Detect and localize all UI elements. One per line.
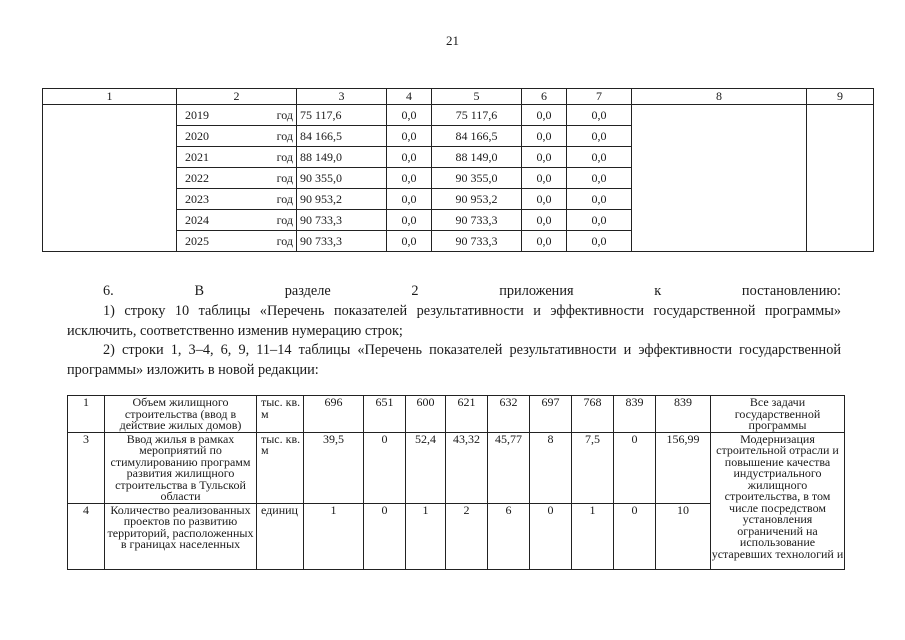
table-row	[43, 105, 874, 126]
empty-cell	[807, 210, 874, 231]
paragraph-line: 2) строки 1, 3–4, 6, 9, 11–14 таблицы «Перечень показателей результативности и эффективности государственной	[103, 342, 841, 358]
row-number: 3	[68, 432, 105, 503]
header-cell: 7	[567, 89, 632, 105]
value-cell: 90 733,3	[432, 231, 522, 252]
value-cell: 1	[572, 503, 614, 569]
empty-cell	[632, 210, 807, 231]
header-cell: 5	[432, 89, 522, 105]
value-cell: 0	[364, 503, 406, 569]
empty-cell	[807, 168, 874, 189]
row-number: 1	[68, 396, 105, 433]
header-cell: 6	[522, 89, 567, 105]
empty-cell	[807, 147, 874, 168]
value-cell: 43,32	[446, 432, 488, 503]
value-cell: 0	[614, 432, 656, 503]
empty-cell	[632, 147, 807, 168]
value-cell: 90 733,3	[432, 210, 522, 231]
header-cell: 2	[177, 89, 297, 105]
value-cell: 0	[530, 503, 572, 569]
paragraph	[67, 281, 841, 301]
value-cell: 39,5	[304, 432, 364, 503]
empty-cell	[43, 126, 177, 147]
value-cell: 0,0	[387, 126, 432, 147]
empty-cell	[632, 126, 807, 147]
value-cell: 0,0	[387, 147, 432, 168]
value-cell: 632	[488, 396, 530, 433]
empty-cell	[632, 231, 807, 252]
paragraph-line: 1) строку 10 таблицы «Перечень показателей результативности и эффективности государственной программы»	[103, 303, 841, 319]
value-cell: 90 355,0	[297, 168, 387, 189]
value-cell: 0,0	[567, 147, 632, 168]
value-cell: 90 733,3	[297, 231, 387, 252]
value-cell: 6	[488, 503, 530, 569]
value-cell: 84 166,5	[432, 126, 522, 147]
empty-cell	[43, 105, 177, 126]
value-cell: 90 953,2	[297, 189, 387, 210]
year-cell: 2020 год	[177, 126, 297, 147]
value-cell: 10	[656, 503, 711, 569]
empty-cell	[43, 231, 177, 252]
value-cell: 52,4	[406, 432, 446, 503]
table-header-row	[43, 89, 874, 105]
value-cell: 0,0	[522, 147, 567, 168]
value-cell: 0,0	[387, 210, 432, 231]
value-cell: 90 733,3	[297, 210, 387, 231]
value-cell: 75 117,6	[432, 105, 522, 126]
units-cell: тыс. кв. м	[257, 432, 304, 503]
year-cell: 2022 год	[177, 168, 297, 189]
value-cell: 0,0	[522, 210, 567, 231]
value-cell: 75 117,6	[297, 105, 387, 126]
year-cell: 2024 год	[177, 210, 297, 231]
table-row	[43, 168, 874, 189]
table-row	[43, 126, 874, 147]
indicators-table	[67, 395, 845, 570]
value-cell: 0,0	[567, 126, 632, 147]
value-cell: 1	[406, 503, 446, 569]
tasks-cell: Модернизация строительной отрасли и повышение качества индустриального жилищного строительства, в том числе посредством установления ограничений на использование устаревших технологий и	[711, 432, 845, 569]
value-cell: 839	[656, 396, 711, 433]
value-cell: 839	[614, 396, 656, 433]
table-row	[43, 210, 874, 231]
value-cell: 156,99	[656, 432, 711, 503]
value-cell: 0,0	[387, 231, 432, 252]
value-cell: 0	[614, 503, 656, 569]
table-row	[43, 189, 874, 210]
value-cell: 8	[530, 432, 572, 503]
paragraph-line: 6. В разделе 2 приложения к постановлению:	[103, 283, 841, 299]
empty-cell	[43, 210, 177, 231]
header-cell: 9	[807, 89, 874, 105]
value-cell: 651	[364, 396, 406, 433]
empty-cell	[632, 189, 807, 210]
table-row	[68, 396, 845, 433]
value-cell: 0	[364, 432, 406, 503]
value-cell: 697	[530, 396, 572, 433]
value-cell: 768	[572, 396, 614, 433]
value-cell: 0,0	[567, 210, 632, 231]
year-cell: 2019 год	[177, 105, 297, 126]
year-cell: 2023 год	[177, 189, 297, 210]
value-cell: 0,0	[387, 105, 432, 126]
value-cell: 1	[304, 503, 364, 569]
value-cell: 45,77	[488, 432, 530, 503]
table-row	[43, 231, 874, 252]
table-row	[68, 432, 845, 503]
empty-cell	[43, 189, 177, 210]
header-cell: 8	[632, 89, 807, 105]
continuation-table	[42, 88, 874, 252]
units-cell: единиц	[257, 503, 304, 569]
table-row	[43, 147, 874, 168]
value-cell: 0,0	[522, 189, 567, 210]
value-cell: 600	[406, 396, 446, 433]
empty-cell	[807, 105, 874, 126]
header-cell: 4	[387, 89, 432, 105]
value-cell: 88 149,0	[297, 147, 387, 168]
indicator-name: Количество реализованных проектов по развитию территорий, расположенных в границах населенных	[105, 503, 257, 569]
value-cell: 0,0	[522, 105, 567, 126]
paragraph-line: программы» изложить в новой редакции:	[67, 362, 319, 378]
empty-cell	[807, 231, 874, 252]
value-cell: 0,0	[522, 231, 567, 252]
empty-cell	[632, 168, 807, 189]
paragraph	[67, 340, 841, 380]
header-cell: 1	[43, 89, 177, 105]
empty-cell	[807, 126, 874, 147]
indicator-name: Ввод жилья в рамках мероприятий по стимулированию программ развития жилищного строительства в Тульской области	[105, 432, 257, 503]
value-cell: 0,0	[567, 189, 632, 210]
value-cell: 0,0	[522, 168, 567, 189]
value-cell: 0,0	[567, 168, 632, 189]
units-cell: тыс. кв. м	[257, 396, 304, 433]
empty-cell	[43, 168, 177, 189]
paragraph	[67, 301, 841, 341]
row-number: 4	[68, 503, 105, 569]
indicator-name: Объем жилищного строительства (ввод в действие жилых домов)	[105, 396, 257, 433]
empty-cell	[807, 189, 874, 210]
paragraph-line: исключить, соответственно изменив нумерацию строк;	[67, 323, 403, 339]
value-cell: 88 149,0	[432, 147, 522, 168]
header-cell: 3	[297, 89, 387, 105]
value-cell: 7,5	[572, 432, 614, 503]
empty-cell	[632, 105, 807, 126]
value-cell: 84 166,5	[297, 126, 387, 147]
value-cell: 696	[304, 396, 364, 433]
year-cell: 2025 год	[177, 231, 297, 252]
value-cell: 90 953,2	[432, 189, 522, 210]
page-number: 21	[446, 33, 459, 48]
value-cell: 90 355,0	[432, 168, 522, 189]
value-cell: 0,0	[387, 189, 432, 210]
value-cell: 621	[446, 396, 488, 433]
tasks-cell: Все задачи государственной программы	[711, 396, 845, 433]
year-cell: 2021 год	[177, 147, 297, 168]
value-cell: 2	[446, 503, 488, 569]
value-cell: 0,0	[522, 126, 567, 147]
value-cell: 0,0	[567, 231, 632, 252]
empty-cell	[43, 147, 177, 168]
value-cell: 0,0	[387, 168, 432, 189]
value-cell: 0,0	[567, 105, 632, 126]
